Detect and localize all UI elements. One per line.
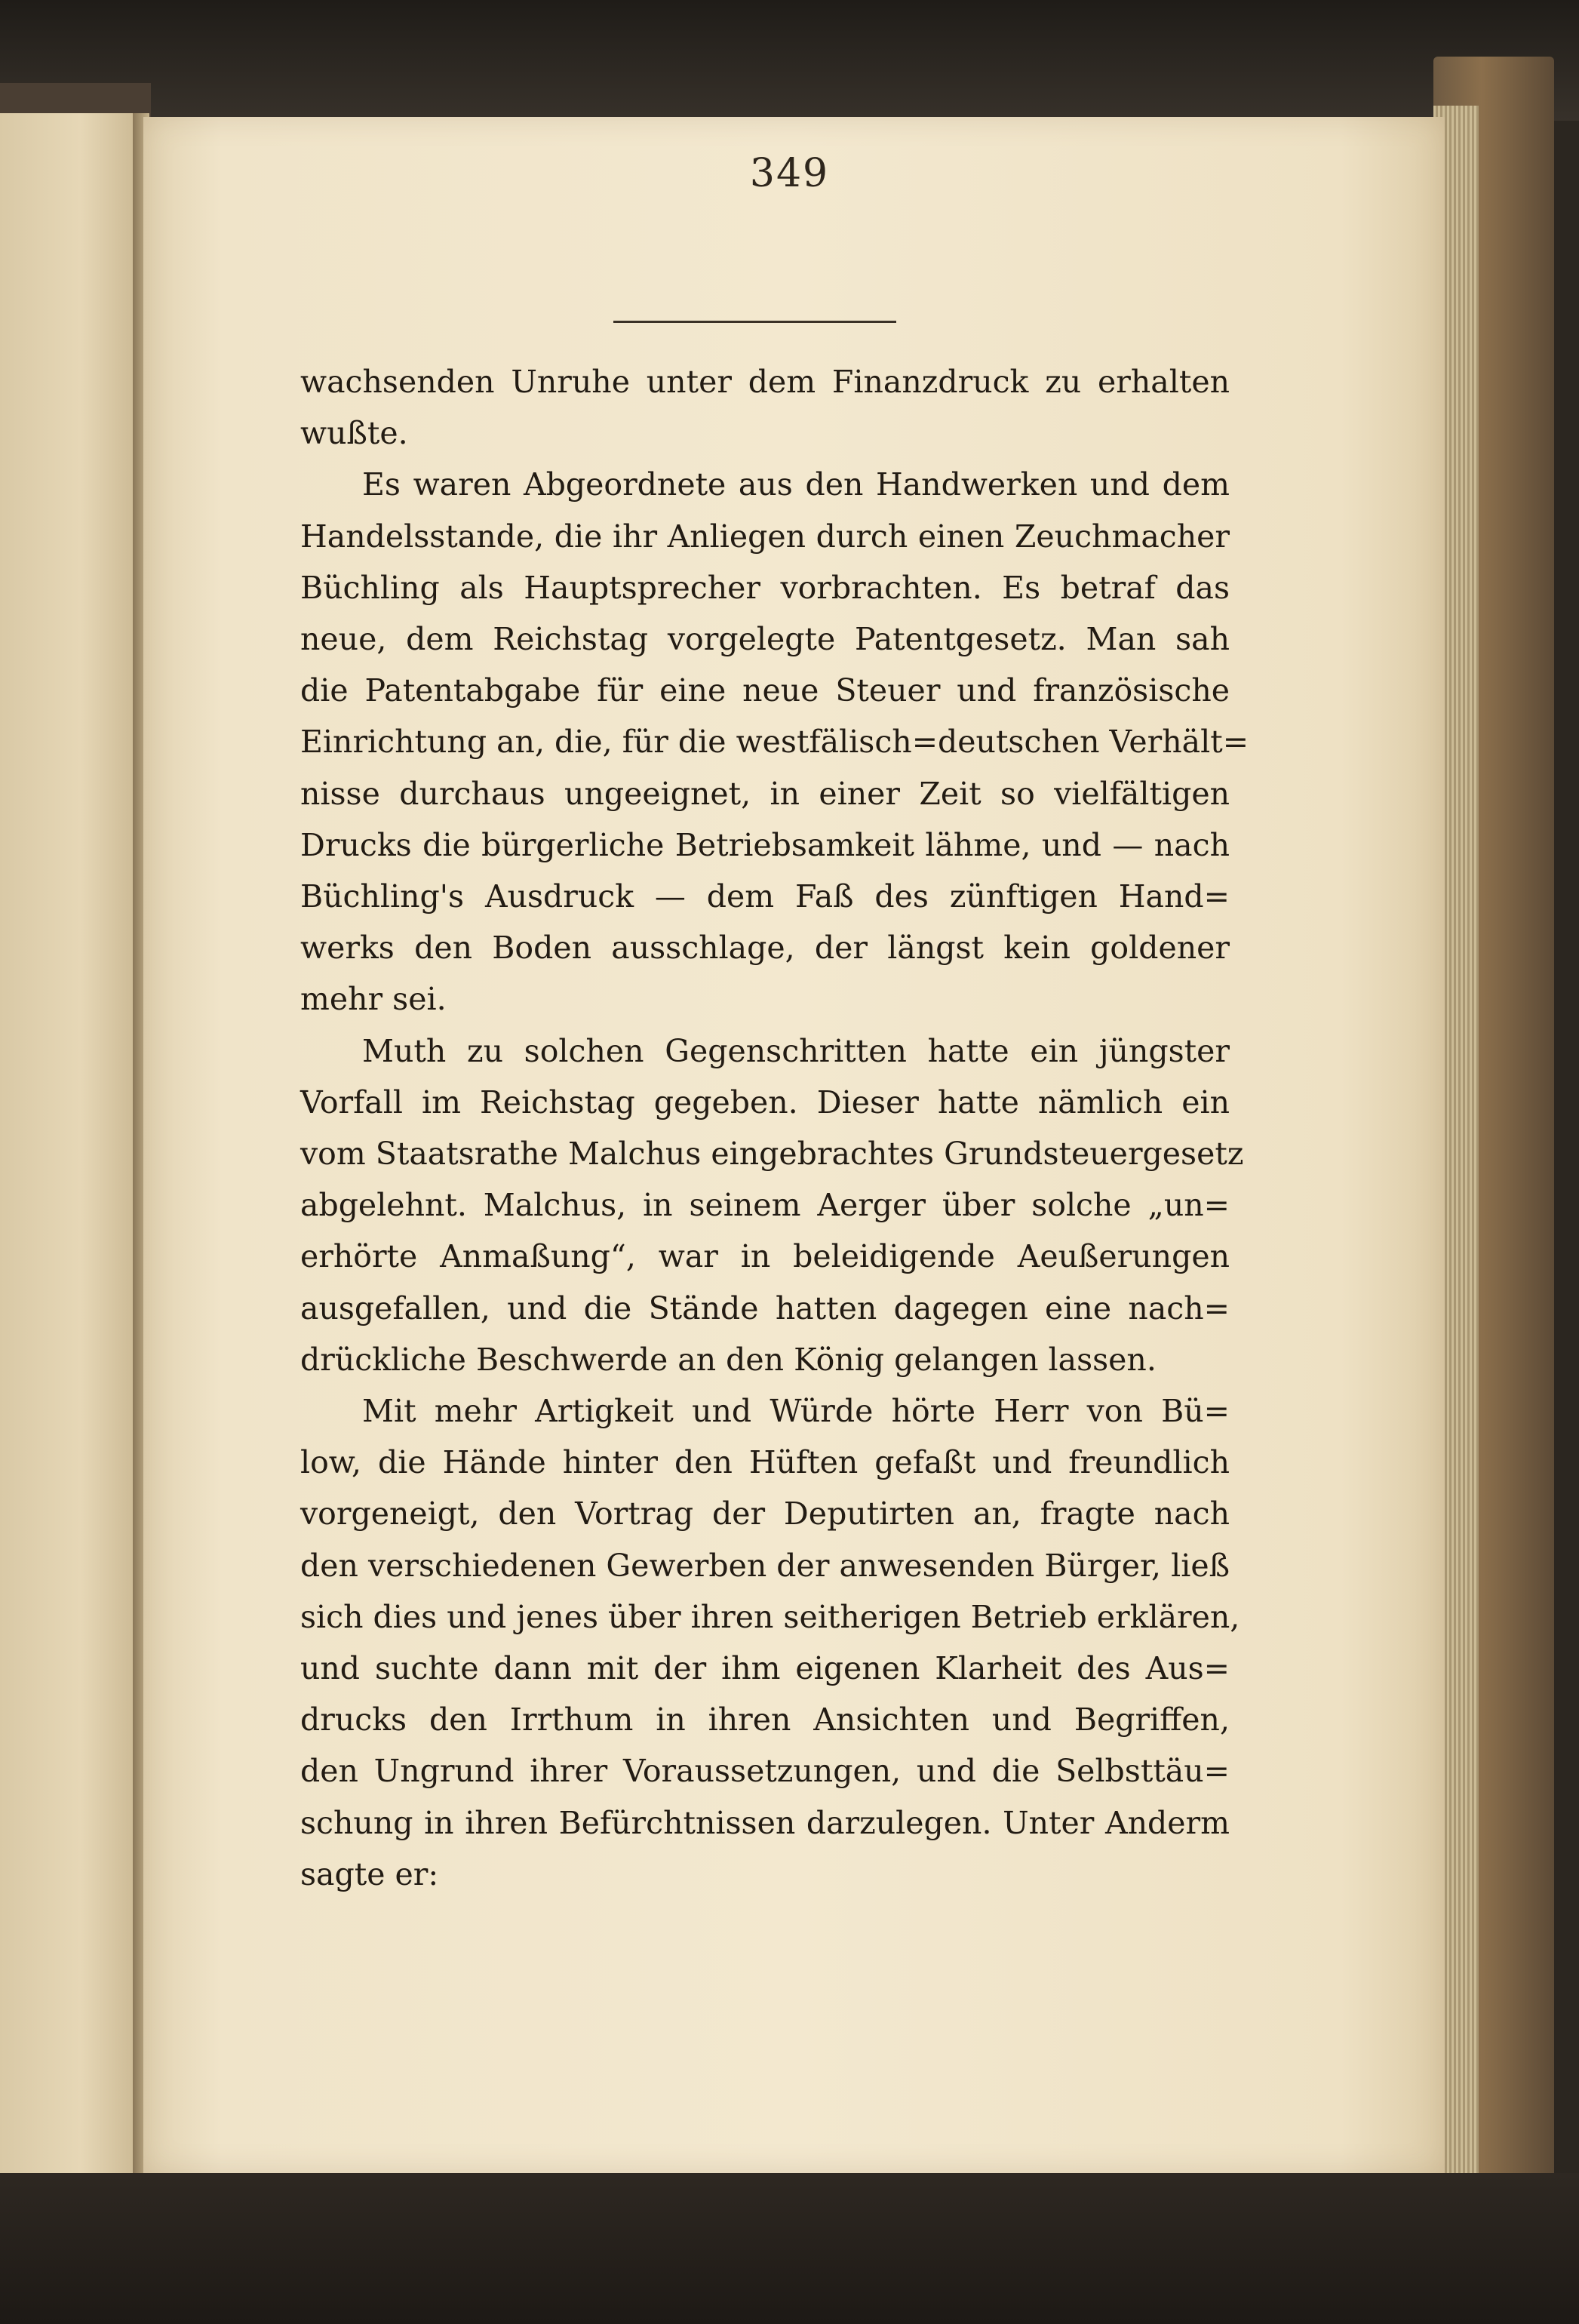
text-line: Drucks die bürgerliche Betriebsamkeit lähme, und — nach <box>300 826 1230 863</box>
text-line: sich dies und jenes über ihren seitherigen Betrieb erklären, <box>300 1598 1240 1635</box>
text-line: Es waren Abgeordnete aus den Handwerken und dem <box>362 466 1230 503</box>
text-line: low, die Hände hinter den Hüften gefaßt und freundlich <box>300 1444 1230 1481</box>
text-line: die Patentabgabe für eine neue Steuer und französische <box>300 672 1230 709</box>
facing-page-left <box>0 113 136 2173</box>
text-line: mehr sei. <box>300 981 447 1018</box>
text-line: vorgeneigt, den Vortrag der Deputirten an, fragte nach <box>300 1496 1230 1532</box>
text-line: schung in ihren Befürchtnissen darzulegen. Unter Anderm <box>300 1804 1230 1841</box>
text-line: abgelehnt. Malchus, in seinem Aerger über solche „un= <box>300 1187 1230 1224</box>
text-line: den verschiedenen Gewerben der anwesenden Bürger, ließ <box>300 1547 1230 1584</box>
background-top <box>0 0 1579 121</box>
text-line: nisse durchaus ungeeignet, in einer Zeit so vielfältigen <box>300 775 1230 812</box>
body-text <box>300 356 1249 1900</box>
text-line: Mit mehr Artigkeit und Würde hörte Herr von Bü= <box>362 1393 1230 1430</box>
header-rule <box>613 321 896 323</box>
page-number: 349 <box>749 151 830 196</box>
text-line: vom Staatsrathe Malchus eingebrachtes Grundsteuergesetz <box>300 1136 1244 1173</box>
text-line: Büchling's Ausdruck — dem Faß des zünftigen Hand= <box>300 878 1230 915</box>
text-line: drucks den Irrthum in ihren Ansichten und Begriffen, <box>300 1702 1230 1738</box>
text-line: den Ungrund ihrer Voraussetzungen, und die Selbsttäu= <box>300 1753 1230 1790</box>
text-line: ausgefallen, und die Stände hatten dagegen eine nach= <box>300 1290 1230 1326</box>
background-bottom <box>0 2173 1579 2324</box>
text-line: drückliche Beschwerde an den König gelangen lassen. <box>300 1341 1157 1378</box>
text-line: Vorfall im Reichstag gegeben. Dieser hatte nämlich ein <box>300 1084 1230 1120</box>
text-line: Büchling als Hauptsprecher vorbrachten. Es betraf das <box>300 569 1230 606</box>
text-line: wußte. <box>300 415 408 452</box>
text-line: erhörte Anmaßung“, war in beleidigende Aeußerungen <box>300 1238 1230 1275</box>
text-line: sagte er: <box>300 1855 439 1892</box>
text-line: werks den Boden ausschlage, der längst kein goldener <box>300 930 1230 967</box>
text-line: Handelsstande, die ihr Anliegen durch einen Zeuchmacher <box>300 518 1230 555</box>
text-line: neue, dem Reichstag vorgelegte Patentgesetz. Man sah <box>300 621 1230 658</box>
text-line: Muth zu solchen Gegenschritten hatte ein jüngster <box>362 1032 1230 1069</box>
text-line: wachsenden Unruhe unter dem Finanzdruck zu erhalten <box>300 364 1230 400</box>
text-line: Einrichtung an, die, für die westfälisch=deutschen Verhält= <box>300 724 1249 761</box>
text-line: und suchte dann mit der ihm eigenen Klarheit des Aus= <box>300 1650 1230 1687</box>
